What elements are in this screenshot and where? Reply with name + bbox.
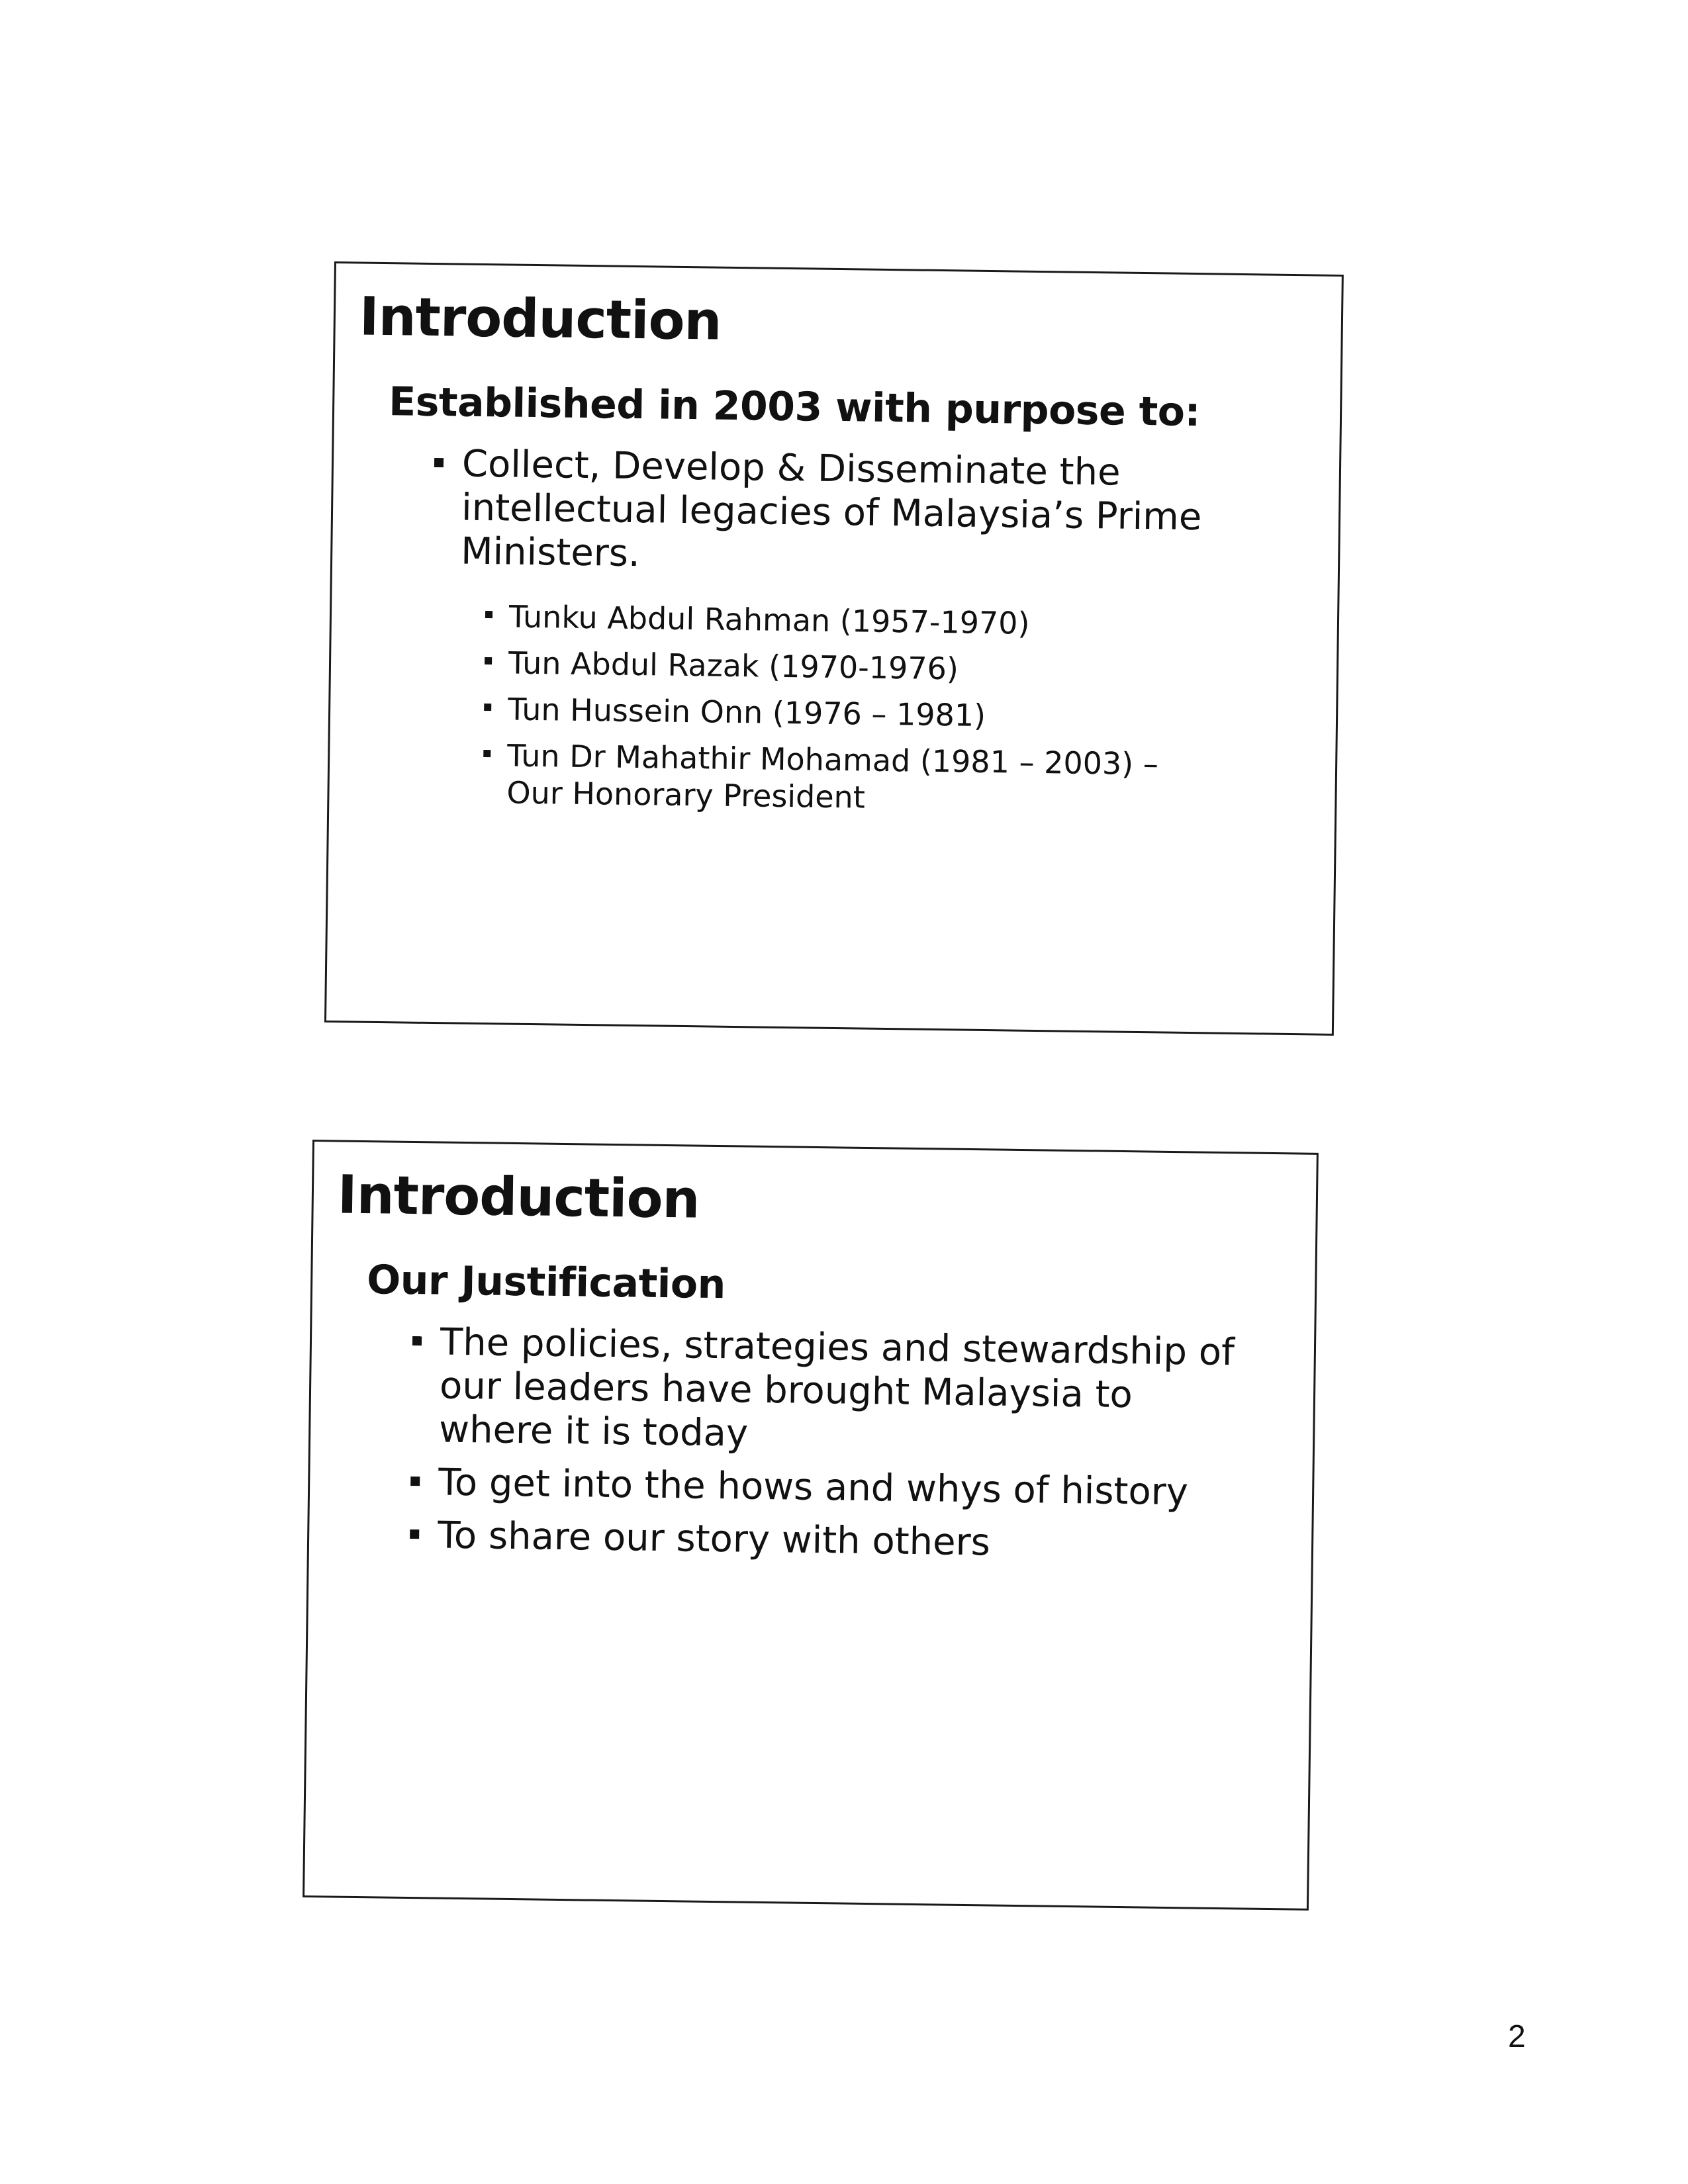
bullet-list	[407, 1320, 1238, 1577]
slide-2	[303, 1140, 1319, 1911]
square-bullet-icon	[410, 1477, 420, 1486]
list-item	[430, 442, 1259, 584]
page-number: 2	[1508, 2019, 1526, 2054]
list-item	[408, 1320, 1237, 1462]
slide-subtitle: Our Justification	[366, 1257, 726, 1308]
list-item	[481, 690, 1223, 737]
sub-bullet-list	[480, 598, 1224, 830]
slide-subtitle: Established in 2003 with purpose to:	[388, 379, 1201, 436]
square-bullet-icon	[485, 611, 492, 618]
list-item	[482, 644, 1224, 691]
sub-bullet-text: Tun Hussein Onn (1976 – 1981)	[507, 691, 986, 733]
list-item	[408, 1461, 1236, 1515]
sub-bullet-text: Tunku Abdul Rahman (1957-1970)	[508, 598, 1030, 641]
square-bullet-icon	[410, 1529, 419, 1539]
bullet-list	[430, 442, 1260, 593]
sub-bullet-text: Tun Abdul Razak (1970-1976)	[508, 645, 959, 687]
slide-title: Introduction	[359, 285, 722, 352]
bullet-text: To share our story with others	[437, 1514, 991, 1565]
square-bullet-icon	[434, 458, 444, 467]
list-item	[480, 737, 1222, 821]
bullet-text: Collect, Develop & Disseminate the intellectual legacies of Malaysia’s Prime Ministers.	[460, 442, 1202, 576]
square-bullet-icon	[484, 704, 491, 711]
bullet-text: To get into the hows and whys of history	[438, 1461, 1189, 1514]
square-bullet-icon	[485, 657, 492, 664]
sub-bullet-text: Tun Dr Mahathir Mohamad (1981 – 2003) – Our Honorary President	[506, 737, 1159, 815]
slide-1	[324, 261, 1344, 1036]
square-bullet-icon	[483, 750, 491, 757]
list-item	[407, 1514, 1235, 1568]
square-bullet-icon	[412, 1336, 422, 1345]
list-item	[483, 598, 1225, 645]
slide-title: Introduction	[337, 1163, 700, 1230]
bullet-text: The policies, strategies and stewardship of our leaders have brought Malaysia to where it is today	[438, 1320, 1235, 1455]
